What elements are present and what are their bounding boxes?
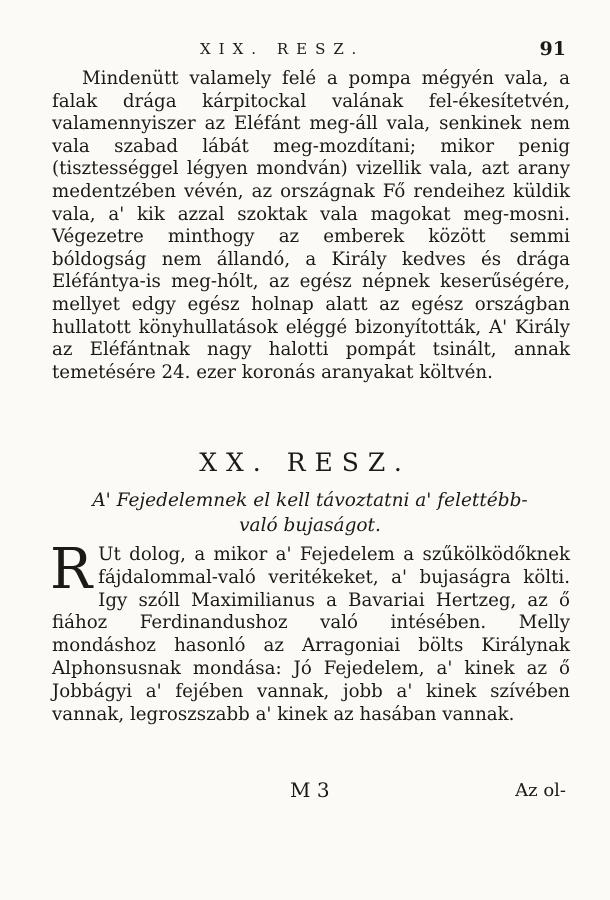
page-number: 91 (539, 38, 566, 60)
section-subtitle: A' Fejedelemnek el kell távoztatni a' felettébb-való bujaságot. (92, 490, 528, 536)
chapter-19-text (52, 68, 570, 384)
running-head (0, 40, 610, 70)
signature-mark: M 3 (290, 778, 330, 802)
paragraph-2-text: Ut dolog, a mikor a' Fejedelem a szűkölködőknek fájdalommal-való veritékeket, a' bujaságra költi. Igy szóll Maximilianus a Bavariai Hertzeg, az ő fiához Ferdinandushoz való intésében. Melly mondáshoz hasonló az Arragoniai bölts Királynak Alphonsusnak mondása: Jó Fejedelem, a' kinek az ő Jobbágyi a' fejében vannak, jobb a' kinek szívében vannak, legroszszabb a' kinek az hasában vannak. (52, 544, 570, 725)
running-title: XIX. RESZ. (200, 40, 365, 58)
section-heading: XX. RESZ. (199, 448, 411, 477)
page-footer (0, 778, 610, 806)
paragraph-1: Mindenütt valamely felé a pompa mégyén vala, a falak drága kárpitockal valának fel-ékesítetvén, valamennyiszer az Eléfánt meg-áll vala, senkinek nem vala szabad lábát meg-mozdítani; mikor penig (tisztességgel légyen mondván) vizellik vala, azt arany medentzében vévén, az országnak Fő rendeihez küldik vala, a' kik azzal szoktak vala magokat meg-mosni. Végezetre minthogy az emberek között semmi bóldogság nem állandó, a Király kedves és drága Eléfántya-is meg-hólt, az egész népnek keserűségére, mellyet edgy egész holnap alatt az egész országban hullatott könyhullatások eléggé bizonyították, A' Király az Eléfántnak nagy halotti pompát tsinált, annak temetésére 24. ezer koronás aranyakat költvén. (52, 68, 570, 383)
paragraph-2 (50, 537, 570, 726)
catchword: Az ol- (515, 780, 566, 801)
drop-cap: R (50, 537, 93, 602)
